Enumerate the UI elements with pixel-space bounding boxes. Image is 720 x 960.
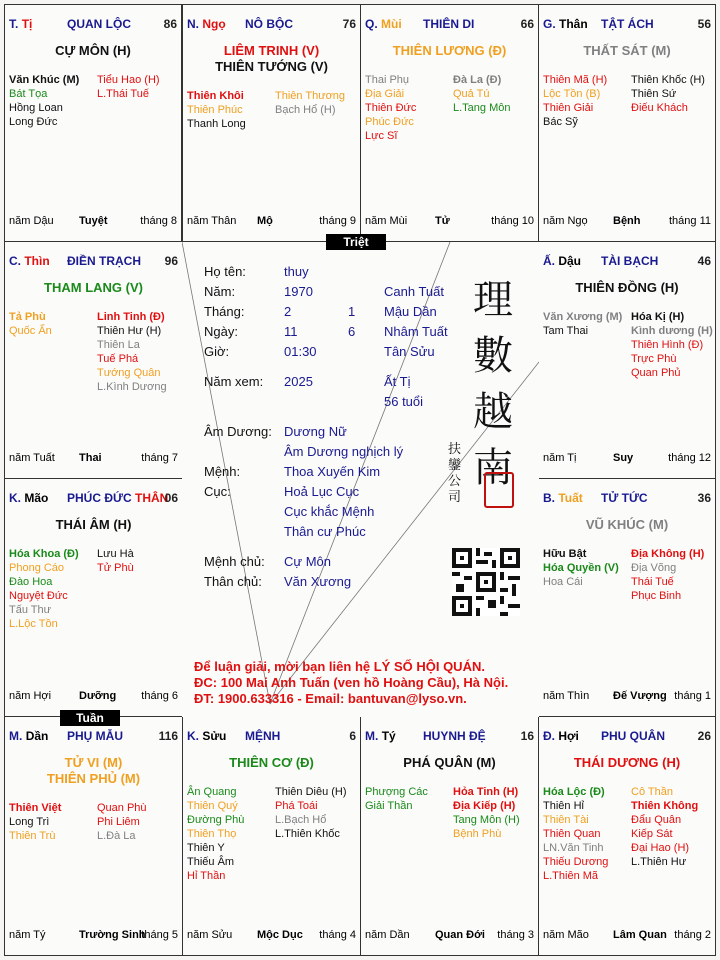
palace-footer	[9, 690, 178, 704]
red-seal-stamp	[484, 472, 514, 508]
am-duong-label: Âm Dương:	[204, 424, 272, 439]
minor-star: Phong Cáo	[9, 562, 65, 574]
palace-phu-mau[interactable]	[4, 716, 183, 956]
right-stars	[97, 801, 183, 843]
luu-nien: năm Thân	[187, 215, 237, 227]
palace-can: N.	[187, 17, 199, 31]
minor-star: Thai Phụ	[365, 74, 410, 86]
luu-thang: tháng 2	[674, 929, 711, 941]
palace-can: B.	[543, 491, 555, 505]
minor-star: Bát Tọa	[9, 88, 48, 100]
luu-nien: năm Dần	[365, 929, 410, 941]
palace-header	[365, 17, 534, 33]
palace-header	[9, 729, 178, 745]
than-chu-value: Văn Xương	[284, 574, 352, 589]
trang-sinh: Bệnh	[613, 215, 641, 227]
minor-star: Kình dương (H)	[631, 325, 713, 337]
palace-header	[543, 254, 711, 270]
nam-xem-value: 2025	[284, 374, 313, 389]
palace-header	[543, 17, 711, 33]
minor-star: Ân Quang	[187, 786, 237, 798]
trang-sinh: Lâm Quan	[613, 929, 667, 941]
ngay-can-chi: Nhâm Tuất	[384, 324, 448, 339]
contact-address: ĐC: 100 Mai Anh Tuấn (ven hồ Hoàng Cầu), Hà Nội.	[194, 675, 509, 690]
nam-label: Năm:	[204, 284, 236, 299]
trang-sinh: Trường Sinh	[79, 929, 146, 941]
minor-star: Thiên Diêu (H)	[275, 786, 347, 798]
minor-star: Hóa Lộc (Đ)	[543, 786, 605, 798]
palace-chi: Thìn	[24, 254, 50, 268]
tuoi-value: 56 tuổi	[384, 394, 424, 409]
minor-star: Văn Xương (M)	[543, 311, 623, 323]
palace-footer	[187, 215, 356, 229]
than-cu-note: Thân cư Phúc	[284, 524, 366, 539]
left-stars	[9, 310, 95, 338]
palace-can: T.	[9, 17, 19, 31]
main-star: PHÁ QUÂN (M)	[403, 755, 496, 770]
luu-thang: tháng 3	[497, 929, 534, 941]
left-stars	[9, 801, 95, 843]
trang-sinh: Đế Vượng	[613, 690, 667, 702]
minor-star: Địa Võng	[631, 562, 677, 574]
right-stars	[97, 547, 183, 575]
minor-star: Thiên Hư (H)	[97, 325, 162, 337]
palace-name: MỆNH	[245, 729, 281, 743]
minor-star: L.Tang Môn	[453, 102, 511, 114]
minor-star: L.Bạch Hổ	[275, 814, 327, 826]
minor-star: Tả Phù	[9, 311, 46, 323]
minor-star: Thiên Tài	[543, 814, 589, 826]
main-star: THIÊN PHỦ (M)	[46, 771, 141, 786]
palace-header	[187, 17, 356, 33]
palace-header	[9, 254, 178, 270]
left-stars	[365, 785, 451, 813]
luu-thang: tháng 12	[668, 452, 711, 464]
main-star: THIÊN ĐỒNG (H)	[575, 280, 679, 295]
minor-star: Thiên Khôi	[187, 90, 244, 102]
left-stars	[543, 547, 629, 589]
main-star: CỰ MÔN (H)	[55, 43, 131, 58]
right-stars	[97, 73, 182, 101]
main-star: THAM LANG (V)	[44, 280, 143, 295]
minor-star: Đại Hao (H)	[631, 842, 690, 854]
than-marker: THÂN	[135, 491, 169, 505]
palace-header	[9, 17, 177, 33]
ngay-label: Ngày:	[204, 324, 238, 339]
luu-nien: năm Hợi	[9, 690, 52, 702]
luu-nien: năm Mùi	[365, 215, 408, 227]
thang-am-lich: 2	[284, 304, 292, 319]
ho-ten-value: thuy	[284, 264, 309, 279]
minor-star: Thiên Hỉ	[543, 800, 584, 812]
minor-star: Hoa Cái	[543, 576, 583, 588]
menh-chu-value: Cự Môn	[284, 554, 331, 569]
palace-tat-ach[interactable]	[538, 4, 716, 242]
palace-can: Q.	[365, 17, 378, 31]
main-star: THIÊN LƯƠNG (Đ)	[392, 43, 507, 58]
luu-thang: tháng 11	[668, 215, 711, 227]
main-star: TỬ VI (M)	[64, 755, 123, 770]
minor-star: Tam Thai	[543, 325, 589, 337]
luu-thang: tháng 1	[674, 690, 711, 702]
minor-star: Phi Liêm	[97, 816, 140, 828]
left-stars	[187, 89, 273, 131]
minor-star: Đẩu Quân	[631, 814, 682, 826]
right-stars	[275, 89, 361, 117]
palace-age: 06	[164, 491, 178, 505]
am-duong-value: Dương Nữ	[284, 424, 347, 439]
right-stars	[453, 73, 539, 115]
main-star: THIÊN CƠ (Đ)	[229, 755, 314, 770]
main-star: THẤT SÁT (M)	[583, 43, 671, 58]
thang-label: Tháng:	[204, 304, 245, 319]
trang-sinh: Thai	[79, 452, 102, 464]
minor-star: Thiên Việt	[9, 802, 62, 814]
minor-star: Thiên Khốc (H)	[631, 74, 705, 86]
minor-star: Tiểu Hao (H)	[97, 74, 160, 86]
palace-chi: Tị	[21, 17, 33, 31]
luu-thang: tháng 6	[141, 690, 178, 702]
minor-star: Tang Môn (H)	[453, 814, 520, 826]
luu-thang: tháng 8	[140, 215, 177, 227]
palace-age: 56	[697, 17, 711, 31]
palace-chi: Mùi	[381, 17, 402, 31]
palace-age: 66	[520, 17, 534, 31]
luu-nien: năm Tị	[543, 452, 577, 464]
palace-footer	[9, 215, 177, 229]
minor-star: Địa Giải	[365, 88, 405, 100]
palace-name: TỬ TỨC	[601, 491, 648, 505]
palace-chi: Thân	[559, 17, 588, 31]
center-info-panel	[182, 242, 539, 717]
minor-star: Cô Thần	[631, 786, 673, 798]
minor-star: Lực Sĩ	[365, 130, 398, 142]
minor-star: Thiên Đức	[365, 102, 417, 114]
thang-duong-lich: 1	[348, 304, 356, 319]
minor-star: Phượng Các	[365, 786, 428, 798]
minor-star: Thiên Thọ	[187, 828, 237, 840]
palace-phuc-duc[interactable]	[4, 478, 183, 717]
ngay-am-lich: 11	[284, 324, 298, 339]
palace-name: PHU QUÂN	[601, 729, 666, 743]
palace-quan-loc[interactable]	[4, 4, 182, 242]
minor-star: Quốc Ấn	[9, 325, 52, 337]
menh-chu-label: Mệnh chủ:	[204, 554, 265, 569]
luu-thang: tháng 4	[319, 929, 356, 941]
palace-chi: Sửu	[202, 729, 227, 743]
trang-sinh: Mộ	[257, 215, 273, 227]
minor-star: Thái Tuế	[631, 576, 674, 588]
cuc-value: Hoả Lục Cục	[284, 484, 360, 499]
left-stars	[543, 310, 629, 338]
minor-star: Giải Thần	[365, 800, 413, 812]
minor-star: Văn Khúc (M)	[9, 74, 80, 86]
minor-star: Đường Phù	[187, 814, 245, 826]
minor-star: Đà La (Đ)	[453, 74, 502, 86]
right-stars	[631, 310, 716, 380]
palace-age: 86	[163, 17, 177, 31]
luu-nien: năm Mão	[543, 929, 589, 941]
minor-star: L.Kình Dương	[97, 381, 167, 393]
palace-age: 36	[697, 491, 711, 505]
palace-header	[543, 491, 711, 507]
palace-chi: Tuất	[558, 491, 583, 505]
nam-can-chi: Canh Tuất	[384, 284, 444, 299]
minor-star: Tấu Thư	[9, 604, 52, 616]
trang-sinh: Tử	[435, 215, 450, 227]
palace-footer	[543, 690, 711, 704]
palace-chi: Mão	[24, 491, 49, 505]
minor-star: Thanh Long	[187, 118, 246, 130]
right-stars	[631, 547, 716, 603]
palace-tu-tuc[interactable]	[538, 478, 716, 717]
minor-star: L.Thiên Khốc	[275, 828, 340, 840]
palace-phu-quan[interactable]	[538, 716, 716, 956]
palace-age: 26	[697, 729, 711, 743]
palace-can: Ấ.	[543, 254, 555, 268]
palace-no-boc[interactable]	[182, 4, 361, 242]
palace-header	[543, 729, 711, 745]
minor-star: Tướng Quân	[97, 367, 161, 379]
minor-star: Tuế Phá	[97, 353, 139, 365]
palace-can: K.	[187, 729, 199, 743]
minor-star: Hỉ Thần	[187, 870, 226, 882]
minor-star: Hóa Khoa (Đ)	[9, 548, 79, 560]
triet-marker: Triệt	[326, 234, 386, 250]
minor-star: Tử Phù	[97, 562, 134, 574]
minor-star: L.Thiên Mã	[543, 870, 599, 882]
main-star: LIÊM TRINH (V)	[223, 43, 320, 58]
minor-star: Điếu Khách	[631, 102, 688, 114]
ngay-duong-lich: 6	[348, 324, 356, 339]
minor-star: Thiên Quý	[187, 800, 238, 812]
palace-name: NÔ BỘC	[245, 17, 293, 31]
minor-star: Thiên Sứ	[631, 88, 677, 100]
minor-star: LN.Văn Tinh	[543, 842, 604, 854]
than-chu-label: Thân chủ:	[204, 574, 262, 589]
ho-ten-label: Họ tên:	[204, 264, 246, 279]
palace-footer	[365, 215, 534, 229]
right-stars	[97, 310, 183, 394]
nam-value: 1970	[284, 284, 313, 299]
main-star: VŨ KHÚC (M)	[585, 517, 669, 532]
luu-thang: tháng 7	[141, 452, 178, 464]
palace-name: QUAN LỘC	[67, 17, 131, 31]
palace-can: C.	[9, 254, 21, 268]
palace-header	[187, 729, 356, 745]
cuc-label: Cục:	[204, 484, 231, 499]
minor-star: Lộc Tồn (B)	[543, 88, 601, 100]
palace-header	[9, 491, 178, 507]
palace-chi: Hợi	[558, 729, 579, 743]
minor-star: Đào Hoa	[9, 576, 53, 588]
palace-age: 76	[342, 17, 356, 31]
palace-name: ĐIỀN TRẠCH	[67, 254, 141, 268]
qr-code-icon	[452, 548, 520, 616]
left-stars	[9, 547, 95, 631]
palace-dien-trach[interactable]	[4, 241, 183, 479]
palace-age: 116	[158, 729, 178, 743]
palace-age: 6	[349, 729, 356, 743]
minor-star: Phá Toái	[275, 800, 318, 812]
palace-thien-di[interactable]	[360, 4, 539, 242]
minor-star: Thiên Thương	[275, 90, 346, 102]
minor-star: L.Thiên Hư	[631, 856, 687, 868]
minor-star: Hóa Quyền (V)	[543, 562, 619, 574]
palace-name: PHÚC ĐỨC	[67, 491, 132, 505]
luu-nien: năm Tuất	[9, 452, 55, 464]
minor-star: Địa Không (H)	[631, 548, 705, 560]
cuc-note: Cục khắc Mệnh	[284, 504, 375, 519]
minor-star: Thiếu Dương	[543, 856, 609, 868]
main-star: THIÊN TƯỚNG (V)	[215, 59, 328, 74]
palace-age: 16	[520, 729, 534, 743]
main-star: THÁI DƯƠNG (H)	[573, 755, 681, 770]
palace-can: M.	[365, 729, 379, 743]
minor-star: Quan Phù	[97, 802, 147, 814]
left-stars	[543, 785, 629, 883]
minor-star: Nguyệt Đức	[9, 590, 68, 602]
minor-star: L.Đà La	[97, 830, 136, 842]
menh-value: Thoa Xuyến Kim	[284, 464, 381, 479]
contact-line-1: Để luận giải, mời bạn liên hệ LÝ SỐ HỘI QUÁN.	[194, 659, 485, 674]
minor-star: Thiên Phúc	[187, 104, 243, 116]
minor-star: Thiên Mã (H)	[543, 74, 608, 86]
palace-chi: Dậu	[558, 254, 582, 268]
minor-star: Bệnh Phù	[453, 828, 502, 840]
palace-age: 46	[697, 254, 711, 268]
palace-tai-bach[interactable]	[538, 241, 716, 479]
minor-star: Thiên Hình (Đ)	[631, 339, 704, 351]
minor-star: Long Đức	[9, 116, 58, 128]
palace-footer	[543, 452, 711, 466]
minor-star: Phục Binh	[631, 590, 682, 602]
minor-star: Thiên Quan	[543, 828, 601, 840]
palace-can: M.	[9, 729, 23, 743]
luu-nien: năm Sửu	[187, 929, 233, 941]
right-stars	[631, 73, 716, 115]
calligraphy-logo: 理數越南	[473, 277, 513, 491]
gio-can-chi: Tân Sửu	[384, 344, 435, 359]
minor-star: Hồng Loan	[9, 102, 63, 114]
palace-name: PHỤ MẪU	[67, 729, 123, 743]
palace-footer	[187, 929, 356, 943]
palace-footer	[543, 215, 711, 229]
palace-can: K.	[9, 491, 21, 505]
palace-age: 96	[164, 254, 178, 268]
tuan-marker: Tuần	[60, 710, 120, 726]
trang-sinh: Dưỡng	[79, 690, 117, 702]
palace-can: Đ.	[543, 729, 555, 743]
minor-star: L.Lộc Tồn	[9, 618, 58, 630]
palace-huynh-de[interactable]	[360, 716, 539, 956]
palace-footer	[9, 452, 178, 466]
luu-nien: năm Thìn	[543, 690, 590, 702]
left-stars	[9, 73, 95, 129]
minor-star: Linh Tinh (Đ)	[97, 311, 165, 323]
luu-thang: tháng 5	[141, 929, 178, 941]
minor-star: Lưu Hà	[97, 548, 134, 560]
minor-star: Kiếp Sát	[631, 828, 673, 840]
palace-menh[interactable]	[182, 716, 361, 956]
seal-text: 扶鑾公司	[448, 442, 462, 505]
contact-phone-email[interactable]: ĐT: 1900.633316 - Email: bantuvan@lyso.vn.	[194, 691, 467, 706]
minor-star: Quan Phủ	[631, 367, 681, 379]
gio-value: 01:30	[284, 344, 317, 359]
luu-thang: tháng 10	[491, 215, 534, 227]
left-stars	[187, 785, 273, 883]
palace-name: TÀI BẠCH	[601, 254, 659, 268]
minor-star: Thiên Y	[187, 842, 225, 854]
luu-nien: năm Ngọ	[543, 215, 588, 227]
minor-star: Thiên Giải	[543, 102, 594, 114]
minor-star: Quả Tú	[453, 88, 490, 100]
gio-label: Giờ:	[204, 344, 230, 359]
luu-nien: năm Tý	[9, 929, 46, 941]
trang-sinh: Suy	[613, 452, 634, 464]
minor-star: Trực Phù	[631, 353, 677, 365]
right-stars	[275, 785, 361, 841]
right-stars	[631, 785, 716, 869]
minor-star: Bác Sỹ	[543, 116, 578, 128]
minor-star: Địa Kiếp (H)	[453, 800, 516, 812]
nam-xem-label: Năm xem:	[204, 374, 264, 389]
menh-label: Mệnh:	[204, 464, 241, 479]
minor-star: Hỏa Tinh (H)	[453, 786, 519, 798]
minor-star: Thiếu Âm	[187, 856, 235, 868]
left-stars	[365, 73, 451, 143]
left-stars	[543, 73, 629, 129]
palace-footer	[543, 929, 711, 943]
nam-xem-can-chi: Ất Tị	[384, 374, 411, 389]
palace-can: G.	[543, 17, 556, 31]
palace-footer	[365, 929, 534, 943]
minor-star: Long Trì	[9, 816, 50, 828]
palace-footer	[9, 929, 178, 943]
minor-star: L.Thái Tuế	[97, 88, 149, 100]
trang-sinh: Tuyệt	[79, 215, 108, 227]
trang-sinh: Mộc Dục	[257, 929, 303, 941]
palace-chi: Dần	[25, 729, 49, 743]
luu-nien: năm Dậu	[9, 215, 54, 227]
minor-star: Phúc Đức	[365, 116, 414, 128]
right-stars	[453, 785, 539, 841]
minor-star: Bạch Hổ (H)	[275, 104, 336, 116]
trang-sinh: Quan Đới	[435, 929, 485, 941]
main-star: THÁI ÂM (H)	[55, 517, 132, 532]
palace-chi: Tý	[381, 729, 396, 743]
minor-star: Hữu Bật	[543, 548, 587, 560]
am-duong-note: Âm Dương nghịch lý	[284, 444, 404, 459]
thang-can-chi: Mậu Dần	[384, 304, 437, 319]
minor-star: Thiên La	[97, 339, 140, 351]
minor-star: Thiên Không	[631, 800, 699, 812]
palace-name: TẬT ÁCH	[601, 17, 654, 31]
minor-star: Hóa Kị (H)	[631, 311, 685, 323]
palace-header	[365, 729, 534, 745]
luu-thang: tháng 9	[319, 215, 356, 227]
palace-chi: Ngọ	[202, 17, 226, 31]
minor-star: Thiên Trù	[9, 830, 56, 842]
palace-name: HUYNH ĐỆ	[423, 729, 486, 743]
palace-name: THIÊN DI	[423, 17, 475, 31]
